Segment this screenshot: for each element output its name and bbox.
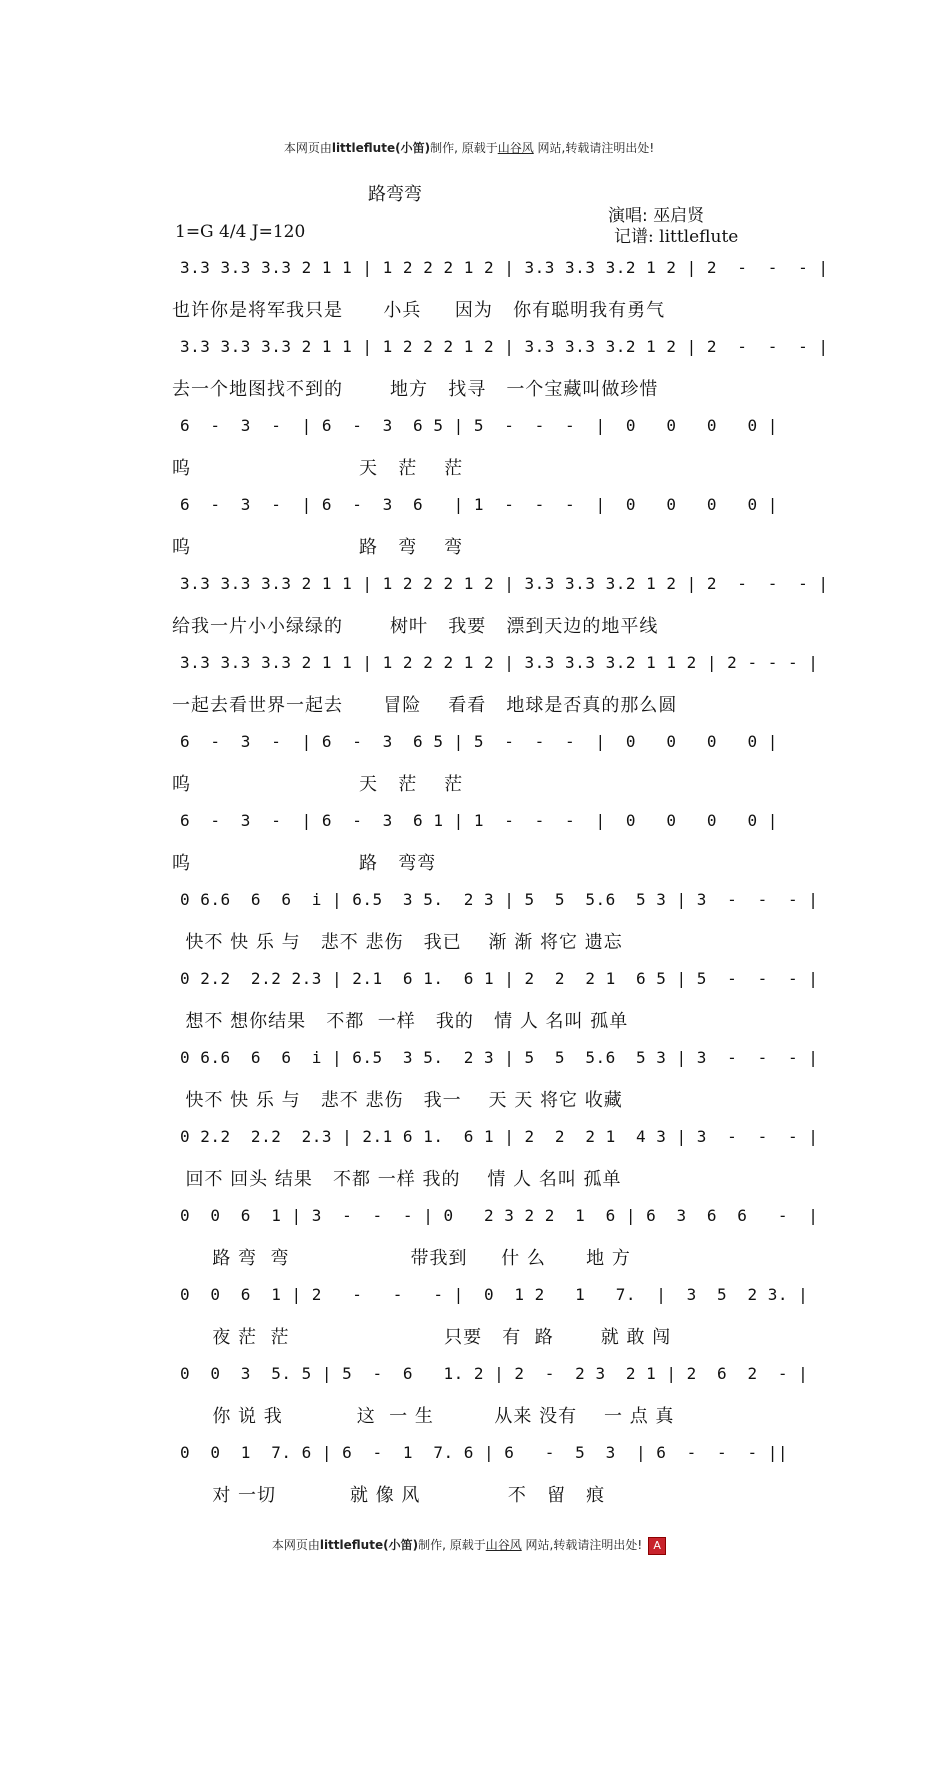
lyric-line: 想不 想你结果 不都 一样 我的 情 人 名叫 孤单 xyxy=(172,1011,629,1032)
notation-line: 0 2.2 2.2 2.3 | 2.1 6 1. 6 1 | 2 2 2 1 4 3 | 3 - - - | xyxy=(180,1127,819,1146)
score-row xyxy=(172,574,829,644)
notation-line: 3.3 3.3 3.3 2 1 1 | 1 2 2 2 1 2 | 3.3 3.3 3.2 1 1 2 | 2 - - - | xyxy=(180,653,819,672)
notation-line: 0 0 6 1 | 3 - - - | 0 2 3 2 2 1 6 | 6 3 6 6 - | xyxy=(180,1206,819,1225)
lyric-line: 呜 路 弯弯 xyxy=(172,853,437,874)
notation-line: 6 - 3 - | 6 - 3 6 5 | 5 - - - | 0 0 0 0 | xyxy=(180,732,778,751)
lyric-line: 也许你是将军我只是 小兵 因为 你有聪明我有勇气 xyxy=(172,300,666,321)
notation-line: 6 - 3 - | 6 - 3 6 5 | 5 - - - | 0 0 0 0 | xyxy=(180,416,778,435)
score-row xyxy=(172,811,812,881)
credit-mid: 制作, 原载于 xyxy=(418,1538,486,1552)
credit-suffix: 网站,转载请注明出处! xyxy=(533,141,655,155)
acrobat-icon[interactable]: A xyxy=(648,1537,666,1555)
credit-author-cn: (小笛) xyxy=(383,1538,419,1552)
lyric-line: 呜 天 茫 茫 xyxy=(172,458,464,479)
credit-line-top xyxy=(0,139,938,156)
lyric-line: 回不 回头 结果 不都 一样 我的 情 人 名叫 孤单 xyxy=(172,1169,622,1190)
notation-line: 0 6.6 6 6 i | 6.5 3 5. 2 3 | 5 5 5.6 5 3 | 3 - - - | xyxy=(180,1048,819,1067)
score-row xyxy=(172,258,829,328)
score-row xyxy=(172,1443,812,1513)
score-row xyxy=(172,1206,819,1276)
notation-line: 0 0 6 1 | 2 - - - | 0 1 2 1 7. | 3 5 2 3. | xyxy=(180,1285,809,1304)
lyric-line: 夜 茫 茫 只要 有 路 就 敢 闯 xyxy=(172,1327,672,1348)
notation-line: 3.3 3.3 3.3 2 1 1 | 1 2 2 2 1 2 | 3.3 3.3 3.2 1 2 | 2 - - - | xyxy=(180,258,829,277)
credit-author: littleflute xyxy=(319,1538,384,1552)
song-title: 路弯弯 xyxy=(368,184,422,205)
score-row xyxy=(172,1364,812,1434)
credit-mid: 制作, 原载于 xyxy=(430,141,498,155)
singer-label: 演唱: 巫启贤 xyxy=(608,206,705,226)
score-row xyxy=(172,653,819,723)
notation-line: 0 2.2 2.2 2.3 | 2.1 6 1. 6 1 | 2 2 2 1 6 5 | 5 - - - | xyxy=(180,969,819,988)
score-row xyxy=(172,890,819,960)
score-row xyxy=(172,495,812,565)
score-row xyxy=(172,1285,812,1355)
credit-author: littleflute xyxy=(331,141,396,155)
credit-author-cn: (小笛) xyxy=(395,141,431,155)
lyric-line: 你 说 我 这 一 生 从来 没有 一 点 真 xyxy=(172,1406,675,1427)
credit-line-bottom xyxy=(0,1536,938,1555)
lyric-line: 快不 快 乐 与 悲不 悲伤 我已 渐 渐 将它 遗忘 xyxy=(172,932,623,953)
score-row xyxy=(172,337,829,407)
credit-prefix: 本网页由 xyxy=(283,141,332,155)
lyric-line: 去一个地图找不到的 地方 找寻 一个宝藏叫做珍惜 xyxy=(172,379,659,400)
score-row xyxy=(172,732,812,802)
lyric-line: 快不 快 乐 与 悲不 悲伤 我一 天 天 将它 收藏 xyxy=(172,1090,623,1111)
lyric-line: 呜 天 茫 茫 xyxy=(172,774,464,795)
notator-label: 记谱: littleflute xyxy=(614,227,739,247)
notation-line: 6 - 3 - | 6 - 3 6 1 | 1 - - - | 0 0 0 0 | xyxy=(180,811,778,830)
score-row xyxy=(172,1127,819,1197)
lyric-line: 一起去看世界一起去 冒险 看看 地球是否真的那么圆 xyxy=(172,695,678,716)
notation-line: 0 6.6 6 6 i | 6.5 3 5. 2 3 | 5 5 5.6 5 3 | 3 - - - | xyxy=(180,890,819,909)
notation-line: 0 0 3 5. 5 | 5 - 6 1. 2 | 2 - 2 3 2 1 | 2 6 2 - | xyxy=(180,1364,809,1383)
key-signature: 1=G 4/4 J=120 xyxy=(175,222,306,242)
notation-line: 0 0 1 7. 6 | 6 - 1 7. 6 | 6 - 5 3 | 6 - - - || xyxy=(180,1443,788,1462)
notation-line: 3.3 3.3 3.3 2 1 1 | 1 2 2 2 1 2 | 3.3 3.3 3.2 1 2 | 2 - - - | xyxy=(180,337,829,356)
site-link[interactable]: 山谷风 xyxy=(497,141,534,155)
score-row xyxy=(172,1048,819,1118)
score-row xyxy=(172,969,819,1039)
notation-line: 3.3 3.3 3.3 2 1 1 | 1 2 2 2 1 2 | 3.3 3.3 3.2 1 2 | 2 - - - | xyxy=(180,574,829,593)
lyric-line: 呜 路 弯 弯 xyxy=(172,537,464,558)
lyric-line: 给我一片小小绿绿的 树叶 我要 漂到天边的地平线 xyxy=(172,616,659,637)
score-row xyxy=(172,416,812,486)
notation-line: 6 - 3 - | 6 - 3 6 | 1 - - - | 0 0 0 0 | xyxy=(180,495,778,514)
lyric-line: 对 一切 就 像 风 不 留 痕 xyxy=(172,1485,606,1506)
credit-suffix: 网站,转载请注明出处! xyxy=(521,1538,643,1552)
site-link[interactable]: 山谷风 xyxy=(485,1538,522,1552)
lyric-line: 路 弯 弯 带我到 什 么 地 方 xyxy=(172,1248,631,1269)
credit-prefix: 本网页由 xyxy=(271,1538,320,1552)
